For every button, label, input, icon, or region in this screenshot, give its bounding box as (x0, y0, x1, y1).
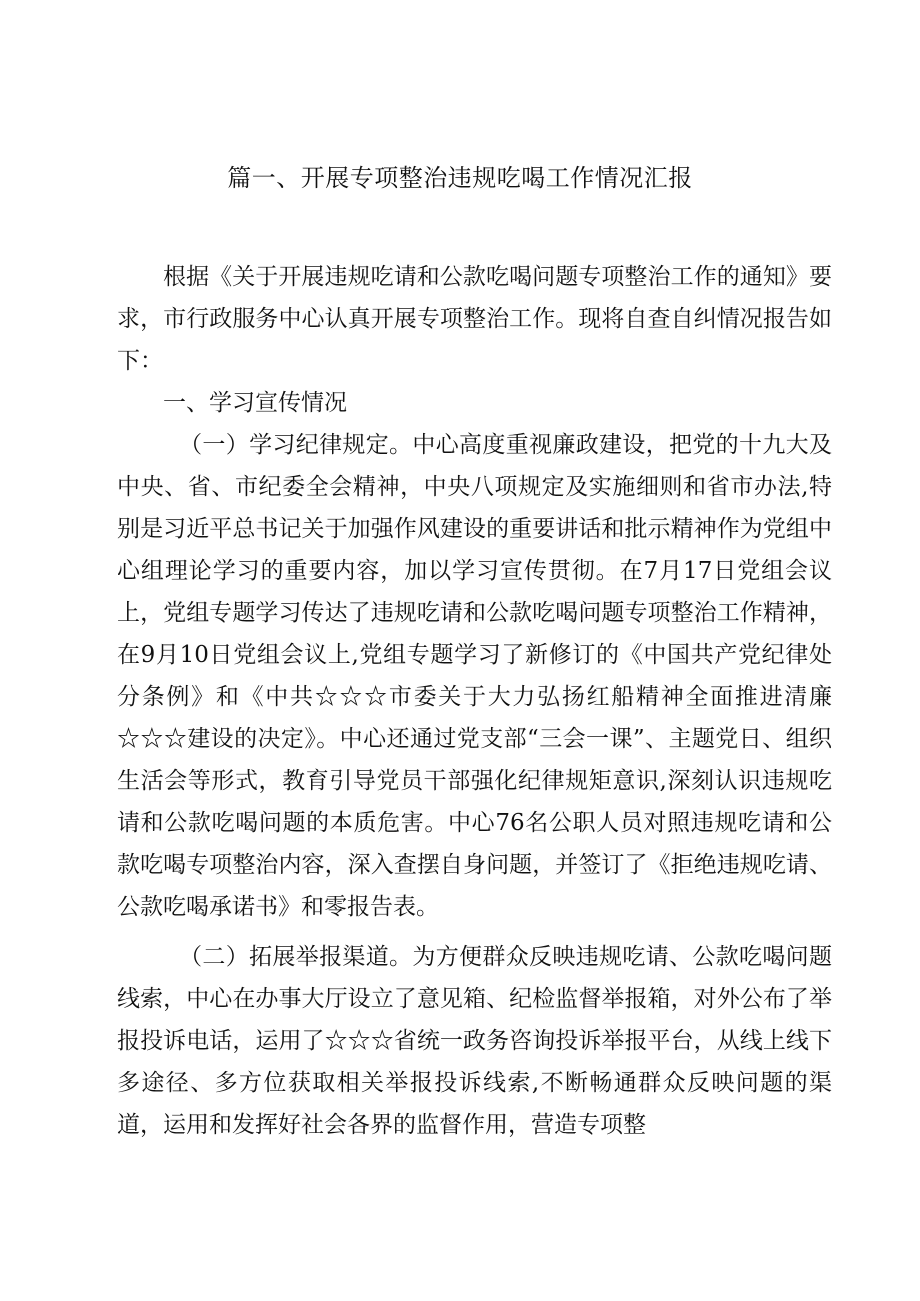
paragraph-study-discipline: （一）学习纪律规定。中心高度重视廉政建设，把党的十九大及中央、省、市纪委全会精神，中央八项规定及实施细则和省市办法,特别是习近平总书记关于加强作风建设的重要讲话和批示精神作为党组中心组理论学习的重要内容，加以学习宣传贯彻。在7月17日党组会议上，党组专题学习传达了违规吃请和公款吃喝问题专项整治工作精神，在9月10日党组会议上,党组专题学习了新修订的《中国共产党纪律处分条例》和《中共☆☆☆市委关于大力弘扬红船精神全面推进清廉☆☆☆建设的决定》。中心还通过党支部“三会一课”、主题党日、组织生活会等形式，教育引导党员干部强化纪律规矩意识,深刻认识违规吃请和公款吃喝问题的本质危害。中心76名公职人员对照违规吃请和公款吃喝专项整治内容，深入查摆自身问题，并签订了《拒绝违规吃请、公款吃喝承诺书》和零报告表。 (117, 432, 832, 920)
document-title: 篇一、开展专项整治违规吃喝工作情况汇报 (227, 164, 693, 192)
intro-paragraph: 根据《关于开展违规吃请和公款吃喝问题专项整治工作的通知》要求，市行政服务中心认真开展专项整治工作。现将自查自纠情况报告如下： (117, 264, 832, 374)
section-heading: 一、学习宣传情况 (163, 390, 347, 416)
paragraph-report-channels: （二）拓展举报渠道。为方便群众反映违规吃请、公款吃喝问题线索，中心在办事大厅设立了意见箱、纪检监督举报箱，对外公布了举报投诉电话，运用了☆☆☆省统一政务咨询投诉举报平台，从线上线下多途径、多方位获取相关举报投诉线索,不断畅通群众反映问题的渠道，运用和发挥好社会各界的监督作用，营造专项整 (117, 944, 832, 1138)
document-body (117, 256, 832, 1146)
